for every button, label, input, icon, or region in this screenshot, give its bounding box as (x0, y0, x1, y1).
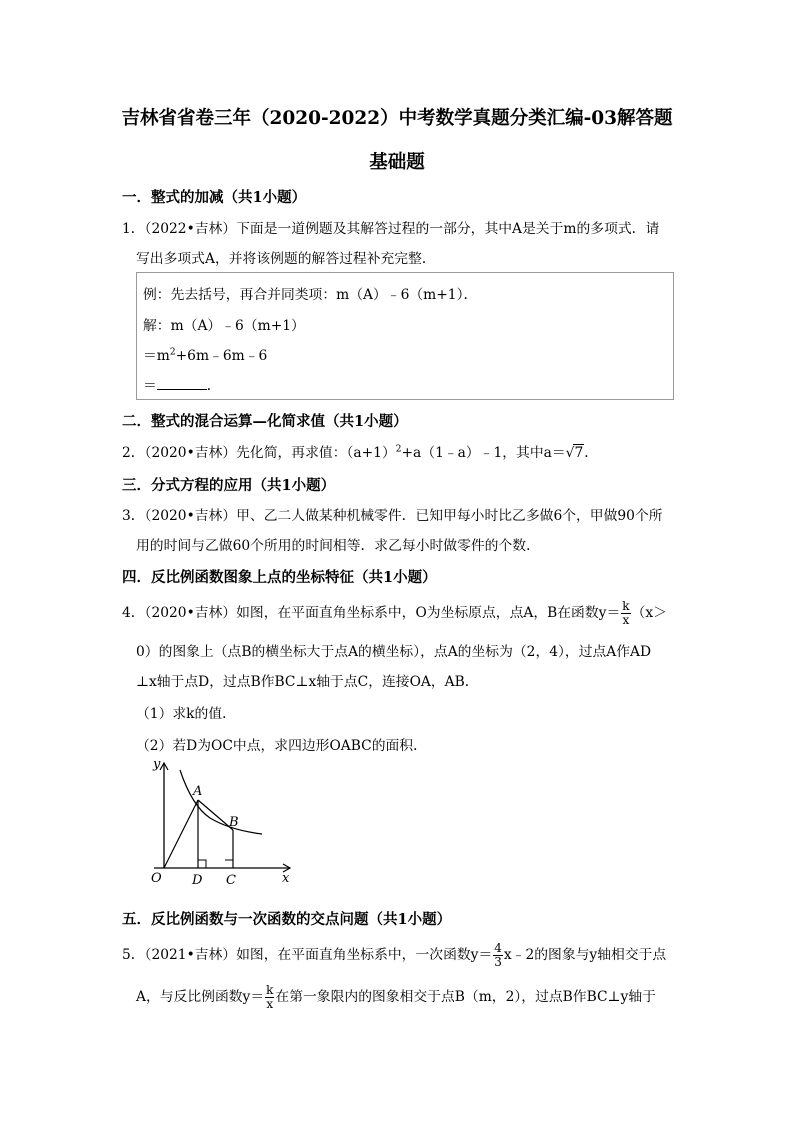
example-row-3-a: ＝m (143, 348, 170, 364)
fraction-denominator: x (622, 613, 630, 627)
segment-AB (198, 800, 233, 830)
label-D: D (192, 873, 203, 888)
example-row-2: 解：m（A）﹣6（m+1） (143, 318, 305, 334)
q3-text-line2: 用的时间与乙做60个所用的时间相等．求乙每小时做零件的个数． (136, 538, 540, 554)
q4-figure (140, 758, 300, 888)
label-B: B (229, 815, 239, 830)
page-subtitle: 基础题 (369, 152, 425, 173)
q2-text-b: +a（1﹣a）﹣1，其中a＝ (401, 445, 566, 461)
example-row-4-b: ． (206, 378, 221, 394)
fraction-numerator: k (622, 599, 630, 613)
fraction-numerator: k (266, 983, 274, 997)
label-x: x (282, 871, 290, 886)
q4-text-line1 (122, 600, 667, 627)
q5-text-line2-b: 在第一象限内的图象相交于点B（m，2），过点B作BC⊥y轴于 (275, 989, 656, 1005)
sqrt-symbol: √ (565, 445, 575, 461)
example-row-3 (143, 344, 267, 364)
fraction-numerator: 4 (494, 941, 502, 955)
section-heading-3: 三．分式方程的应用（共1小题） (122, 477, 336, 494)
q5-text-line1-a: 5．（2021•吉林）如图，在平面直角坐标系中，一次函数y＝ (122, 947, 493, 963)
q4-text-line1-a: 4．（2020•吉林）如图，在平面直角坐标系中，O为坐标原点，点A，B在函数y＝ (122, 605, 621, 621)
section-heading-1: 一．整式的加减（共1小题） (122, 189, 307, 206)
fraction-denominator: x (266, 997, 274, 1011)
q4-text-line3: ⊥x轴于点D，过点B作BC⊥x轴于点C，连接OA，AB． (136, 674, 479, 690)
section-heading-4: 四．反比例函数图象上点的坐标特征（共1小题） (122, 569, 437, 586)
example-row-4-a: ＝ (143, 378, 157, 394)
right-angle-C (225, 860, 233, 868)
q3-text-line1: 3．（2020•吉林）甲、乙二人做某种机械零件．已知甲每小时比乙多做6个，甲做90个所 (122, 508, 663, 524)
fraction-k-over-x (621, 600, 630, 627)
sqrt-radicand: 7 (574, 445, 584, 461)
q5-text-line1 (122, 942, 666, 969)
q2-text-c: ． (584, 445, 599, 461)
q5-text-line2-a: A，与反比例函数y＝ (136, 989, 265, 1005)
answer-blank[interactable] (157, 377, 207, 390)
page-title: 吉林省省卷三年（2020-2022）中考数学真题分类汇编-03解答题 (121, 108, 673, 129)
label-C: C (226, 873, 236, 888)
right-angle-D (198, 860, 206, 868)
section-heading-2: 二．整式的混合运算—化简求值（共1小题） (122, 413, 408, 430)
q4-text-line1-b: （x＞ (631, 605, 667, 621)
example-row-3-b: +6m﹣6m﹣6 (175, 348, 268, 364)
q5-text-line1-b: x﹣2的图象与y轴相交于点 (503, 947, 667, 963)
q1-text-line2: 写出多项式A，并将该例题的解答过程补充完整． (136, 251, 436, 267)
segment-OA (164, 800, 198, 868)
fraction-k-over-x (265, 984, 274, 1011)
q5-text-line2 (136, 984, 656, 1011)
label-A: A (193, 784, 203, 799)
q2-text (122, 441, 598, 461)
example-box (136, 272, 674, 400)
q4-subquestion-2: （2）若D为OC中点，求四边形OABC的面积． (136, 738, 427, 754)
fraction-denominator: 3 (494, 955, 502, 969)
hyperbola-curve (180, 770, 262, 834)
label-y: y (153, 758, 161, 772)
example-row-4 (143, 374, 221, 394)
q4-text-line2: 0）的图象上（点B的横坐标大于点A的横坐标），点A的坐标为（2，4），过点A作AD (136, 644, 652, 660)
q2-sup: 2 (395, 444, 402, 455)
section-heading-5: 五．反比例函数与一次函数的交点问题（共1小题） (122, 911, 452, 928)
q4-subquestion-1: （1）求k的值． (136, 706, 236, 722)
fraction-4-over-3 (493, 942, 503, 969)
q2-text-a: 2．（2020•吉林）先化简，再求值：（a+1） (122, 445, 396, 461)
example-row-3-sup: 2 (169, 347, 176, 358)
example-row-1: 例：先去括号，再合并同类项：m（A）﹣6（m+1）． (143, 287, 478, 303)
label-O: O (151, 871, 162, 886)
q1-text-line1: 1．（2022•吉林）下面是一道例题及其解答过程的一部分，其中A是关于m的多项式．请 (122, 221, 660, 237)
